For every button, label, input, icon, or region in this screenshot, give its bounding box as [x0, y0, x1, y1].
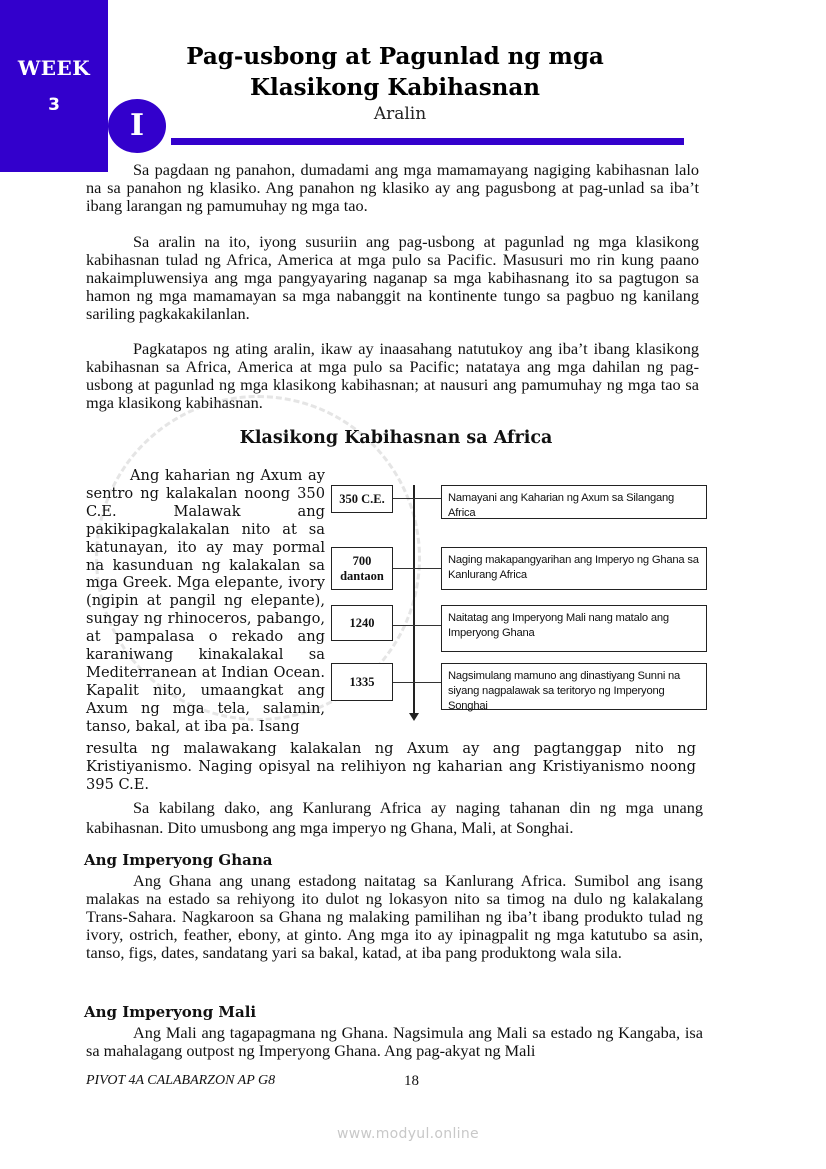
title-divider [171, 138, 684, 145]
intro-paragraph-2: Sa aralin na ito, iyong susuriin ang pag-usbong at pagunlad ng mga klasikong kabihasnan tulad ng Africa, America at mga pulo sa Pacific. Masusuri mo rin kung paano nakaimpluwensiya ang mga pangyayaring naganap sa mga kabihasnang ito sa pagtugon sa hamon ng mga mamamayan sa mga nabanggit na kontinente tungo sa pagbuo ng kanilang sariling pagkakakilanlan. [86, 232, 699, 323]
intro-paragraph-1: Sa pagdaan ng panahon, dumadami ang mga mamamayang nagiging kabihasnan lalo na sa panahon ng klasiko. Ang panahon ng klasiko ay ang pagusbong at pag-unlad sa iba’t ibang larangan ng pamumuhay ng mga tao. [86, 160, 699, 215]
timeline-event-3: Naitatag ang Imperyong Mali nang matalo ang Imperyong Ghana [441, 605, 707, 652]
timeline-date-1 [331, 485, 393, 513]
mali-paragraph: Ang Mali ang tagapagmana ng Ghana. Nagsimula ang Mali sa estado ng Kangaba, isa sa mahalagang outpost ng Imperyong Ghana. Ang pag-akyat ng Mali [86, 1023, 703, 1060]
timeline-event-4: Nagsimulang mamuno ang dinastiyang Sunni na siyang nagpalawak sa teritoryo ng Imperyong Songhai [441, 663, 707, 710]
timeline-date-text: 1335 [349, 674, 375, 689]
timeline-connector [393, 625, 441, 626]
ghana-heading: Ang Imperyong Ghana [84, 851, 273, 869]
page-number: 18 [404, 1073, 419, 1089]
timeline-date-text: 350 C.E. [339, 491, 385, 506]
timeline-connector [393, 568, 441, 569]
axum-paragraph [86, 467, 325, 736]
page-subtitle: Aralin [373, 104, 427, 124]
timeline-date-2 [331, 547, 393, 590]
timeline-event-2: Naging makapangyarihan ang Imperyo ng Ghana sa Kanlurang Africa [441, 547, 707, 590]
mali-heading: Ang Imperyong Mali [84, 1003, 257, 1021]
timeline-date-subtext: dantaon [340, 568, 384, 583]
timeline-axis [413, 485, 415, 714]
timeline-date-4 [331, 663, 393, 701]
week-banner [0, 0, 108, 172]
week-number: 3 [48, 95, 60, 115]
ghana-paragraph: Ang Ghana ang unang estadong naitatag sa Kanlurang Africa. Sumibol ang isang malakas na estado sa rehiyong ito dulot ng lokasyon nito sa timog na dulo ng kalakalang Trans-Sahara. Nagkaroon sa Ghana ng malaking pamilihan ng iba’t ibang produkto tulad ng ivory, ostrich, feather, ebony, at ginto. Ang mga ito ay ipinagpalit ng mga katutubo sa asin, tanso, figs, dates, sandatang yari sa bakal, katad, at iba pang produktong wala sila. [86, 871, 703, 962]
west-africa-paragraph: Sa kabilang dako, ang Kanlurang Africa ay naging tahanan din ng mga unang kabihasnan. Dito umusbong ang mga imperyo ng Ghana, Mali, at Songhai. [86, 798, 703, 837]
timeline-arrow-icon [409, 713, 419, 721]
timeline-date-text: 1240 [349, 615, 375, 630]
site-watermark: www.modyul.online [337, 1126, 479, 1142]
axum-text: Ang kaharian ng Axum ay sentro ng kalakalan noong 350 C.E. Malawak ang pakikipagkalakalan nito at sa katunayan, ito ay may pormal na kasunduan ng kalakalan sa mga Greek. Mga elepante, ivory (ngipin at pangil ng elepante), sungay ng rhinoceros, pabango, at pampalasa o rekado ang karaniwang kinakalakal sa Mediterranean at Indian Ocean. Kapalit nito, umaangkat ang Axum ng mga tela, salamin, tanso, bakal, at iba pa. Isang [86, 467, 325, 735]
footer-module-code: PIVOT 4A CALABARZON AP G8 [86, 1073, 276, 1088]
timeline-connector [393, 682, 441, 683]
axum-continuation: resulta ng malawakang kalakalan ng Axum ay ang pagtanggap nito ng Kristiyanismo. Naging opisyal na relihiyon ng kaharian ang Kristiyanismo noong 395 C.E. [86, 740, 696, 793]
timeline-date-3 [331, 605, 393, 641]
timeline-date-text: 700 [352, 553, 372, 568]
page-title [170, 41, 620, 103]
africa-heading: Klasikong Kabihasnan sa Africa [239, 428, 553, 448]
week-label: WEEK [17, 56, 91, 80]
timeline-event-1: Namayani ang Kaharian ng Axum sa Silangang Africa [441, 485, 707, 519]
title-line-2: Klasikong Kabihasnan [249, 74, 541, 101]
title-line-1: Pag-usbong at Pagunlad ng mga [186, 43, 604, 70]
section-badge: I [108, 99, 166, 153]
intro-paragraph-3: Pagkatapos ng ating aralin, ikaw ay inaasahang natutukoy ang iba’t ibang klasikong kabihasnan sa Africa, America at mga pulo sa Pacific; natataya ang mga dahilan ng pag-usbong at pagunlad ng mga klasikong kabihasnan; at nausuri ang pamumuhay ng mga tao sa mga klasikong kabihasnan. [86, 339, 699, 412]
timeline-connector [393, 498, 441, 499]
